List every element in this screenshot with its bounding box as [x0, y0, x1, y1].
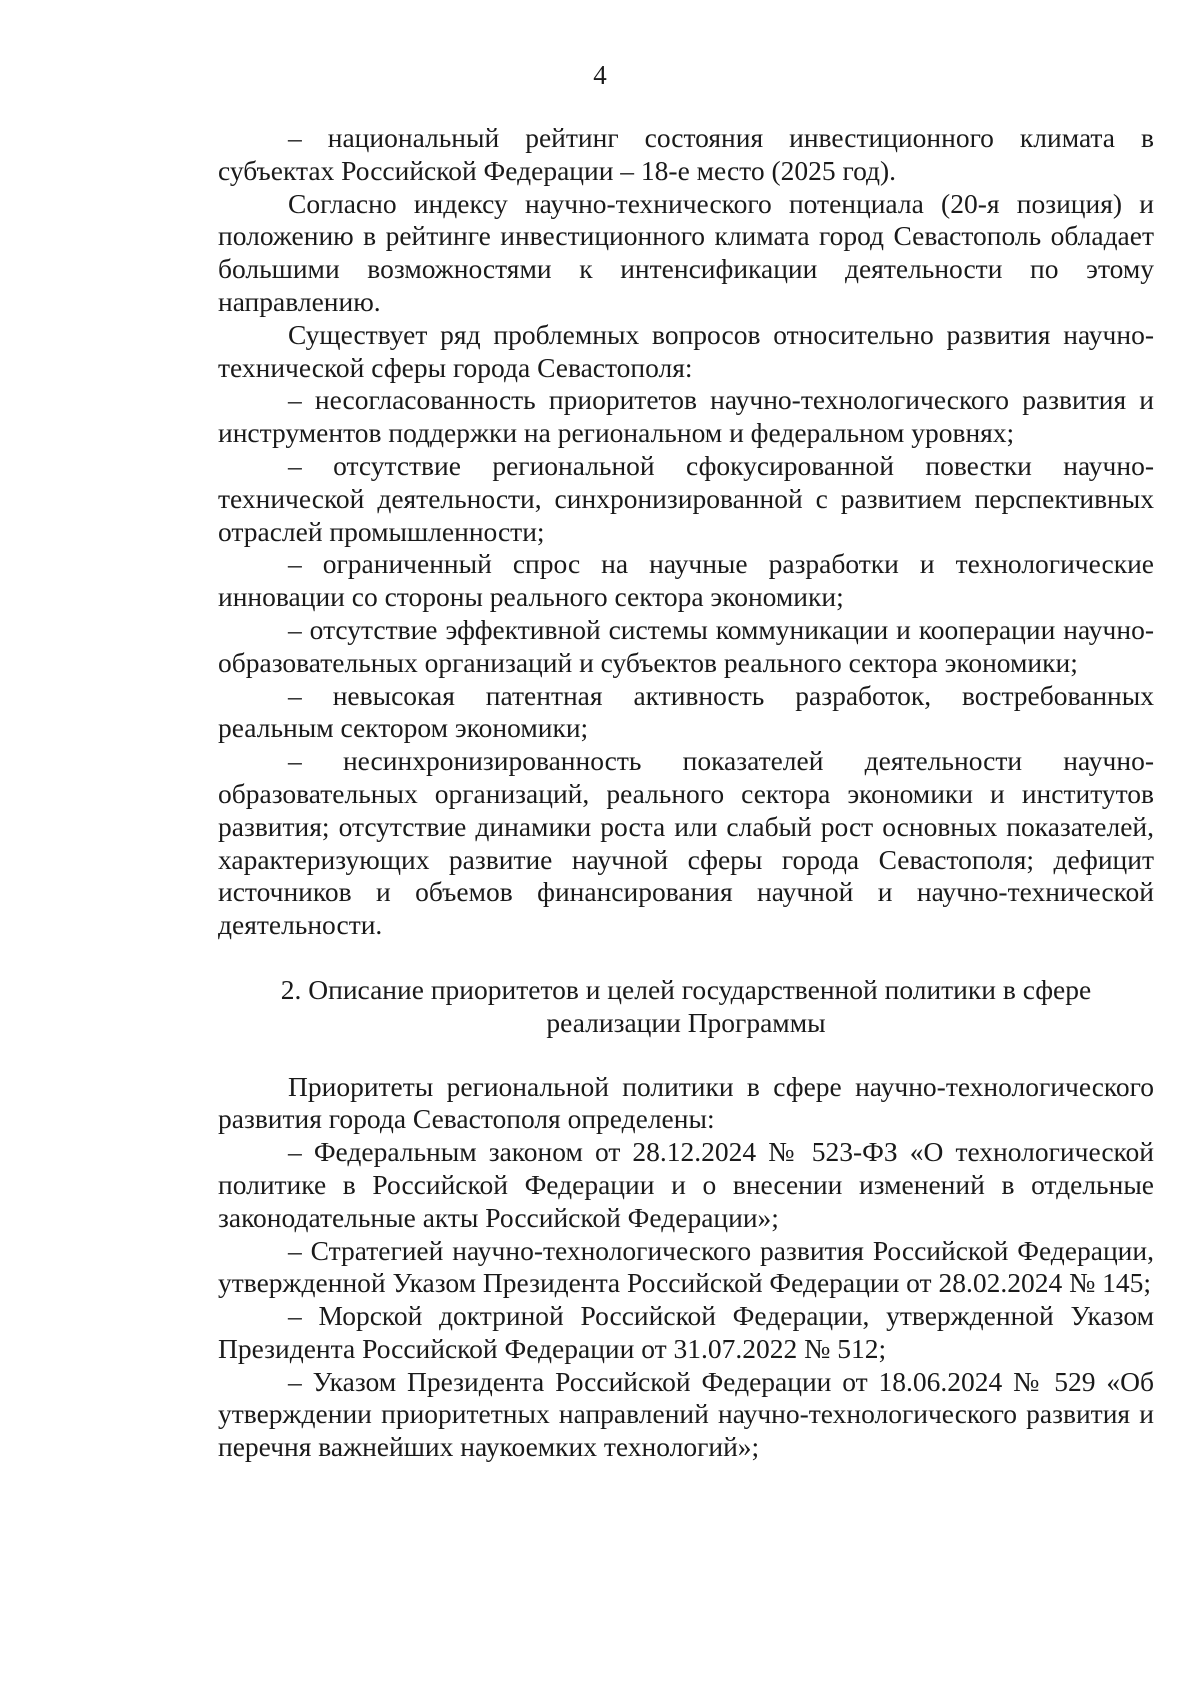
problem-item: – отсутствие эффективной системы коммуникации и кооперации научно-образовательных организаций и субъектов реального сектора экономики; [218, 613, 1154, 678]
problem-item: – отсутствие региональной сфокусированной повестки научно-технической деятельности, синхронизированной с развитием перспективных отраслей промышленности; [218, 449, 1154, 547]
problem-item: – несогласованность приоритетов научно-технологического развития и инструментов поддержки на региональном и федеральном уровнях; [218, 384, 1154, 449]
page-number: 4 [593, 60, 607, 90]
section-heading-line2: реализации Программы [546, 1006, 826, 1038]
document-body [218, 122, 1154, 1464]
section-heading [218, 974, 1154, 1040]
legal-basis-item: – Указом Президента Российской Федерации от 18.06.2024 № 529 «Об утверждении приоритетных направлений научно-технологического развития и перечня важнейших наукоемких технологий»; [218, 1365, 1154, 1463]
legal-basis-item: – Стратегией научно-технологического развития Российской Федерации, утвержденной Указом Президента Российской Федерации от 28.02.2024 № 145; [218, 1234, 1154, 1299]
problem-item: – ограниченный спрос на научные разработки и технологические инновации со стороны реального сектора экономики; [218, 548, 1154, 613]
legal-basis-item: – Морской доктриной Российской Федерации, утвержденной Указом Президента Российской Федерации от 31.07.2022 № 512; [218, 1300, 1154, 1364]
problem-item: – несинхронизированность показателей деятельности научно-образовательных организаций, реального сектора экономики и институтов развития; отсутствие динамики роста или слабый рост основных показателей, характеризующих развитие научной сферы города Севастополя; дефицит источников и объемов финансирования научной и научно-технической деятельности. [218, 745, 1154, 941]
paragraph-potential-index: Согласно индексу научно-технического потенциала (20-я позиция) и положению в рейтинге инвестиционного климата город Севастополь обладает большими возможностями к интенсификации деятельности по этому направлению. [218, 187, 1154, 317]
section-heading-line1: 2. Описание приоритетов и целей государственной политики в сфере [280, 973, 1092, 1005]
paragraph-investment-rating: – национальный рейтинг состояния инвестиционного климата в субъектах Российской Федерации – 18-е место (2025 год). [218, 122, 1154, 186]
legal-basis-item: – Федеральным законом от 28.12.2024 № 523-ФЗ «О технологической политике в Российской Федерации и о внесении изменений в отдельные законодательные акты Российской Федерации»; [218, 1136, 1154, 1233]
paragraph-problems-intro: Существует ряд проблемных вопросов относительно развития научно-технической сферы города Севастополя: [218, 318, 1154, 383]
problem-item: – невысокая патентная активность разработок, востребованных реальным сектором экономики; [218, 679, 1154, 744]
paragraph-priorities-intro: Приоритеты региональной политики в сфере научно-технологического развития города Севастополя определены: [218, 1070, 1154, 1135]
